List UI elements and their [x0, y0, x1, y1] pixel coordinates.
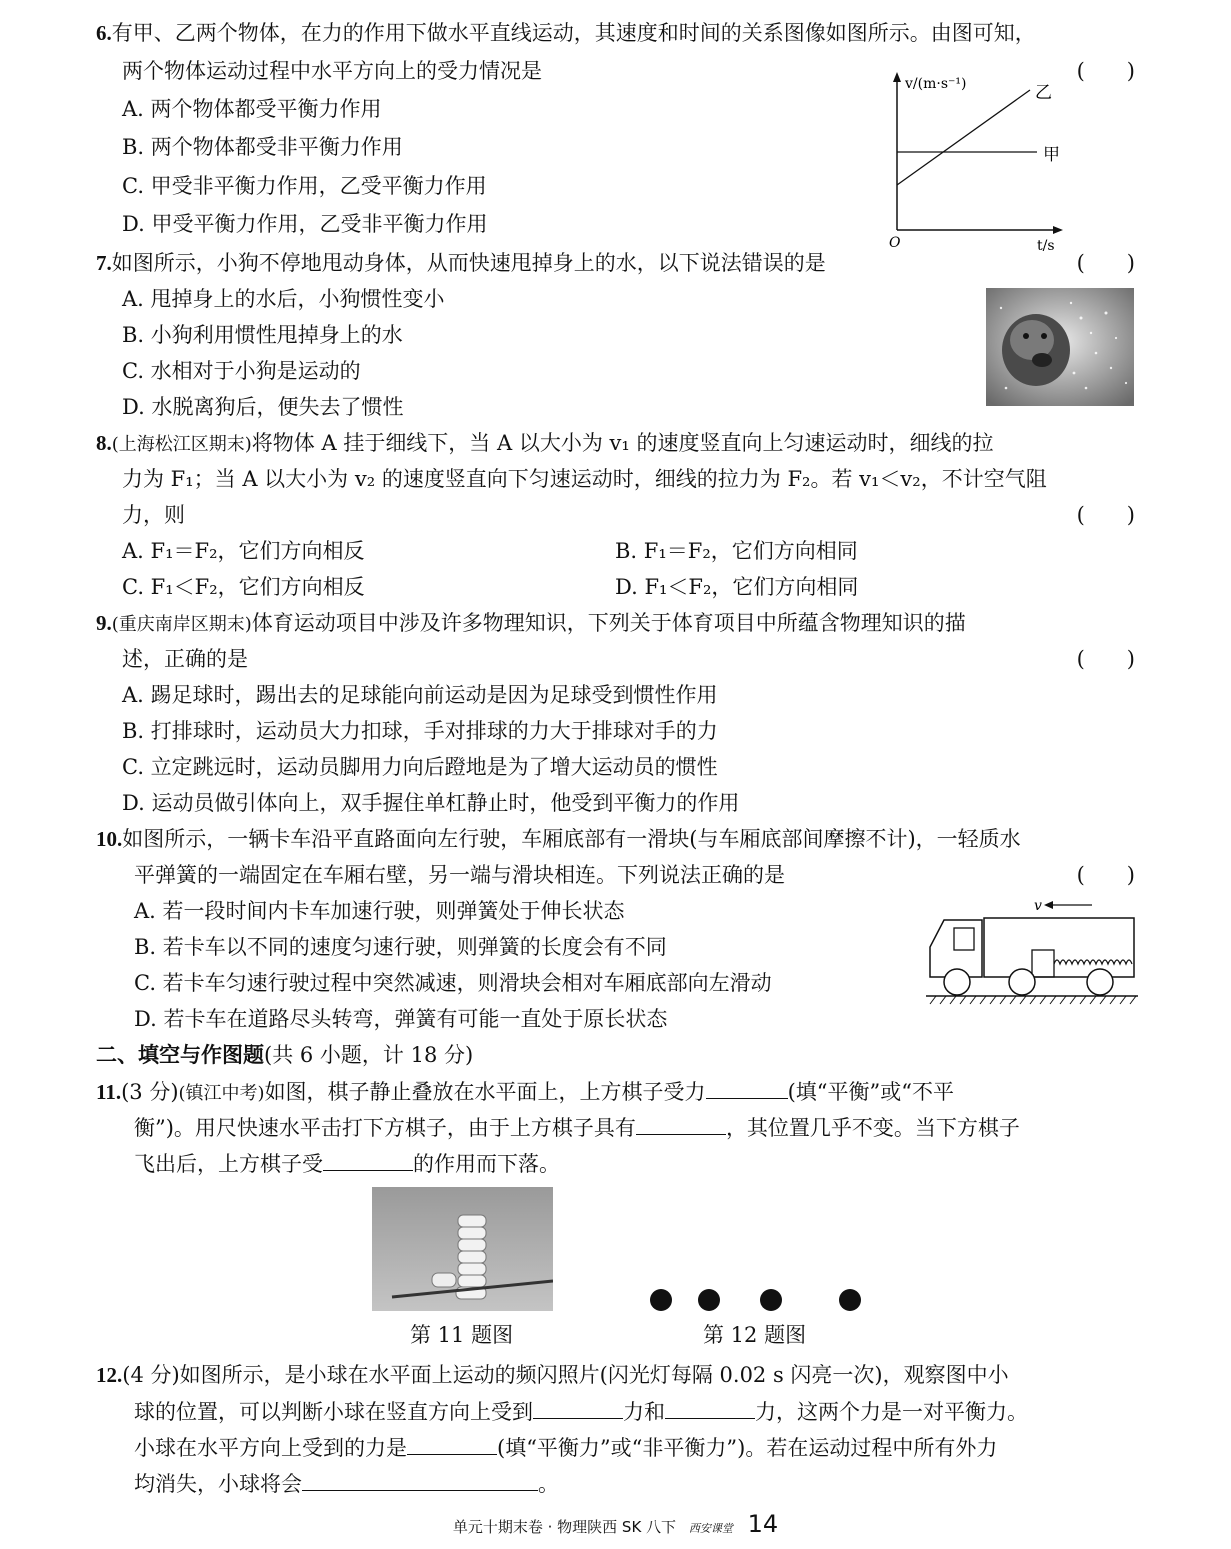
q11-text3: 衡”)。用尺快速水平击打下方棋子，由于上方棋子具有 [134, 1116, 636, 1140]
q11-text4: ，其位置几乎不变。当下方棋子 [725, 1116, 1020, 1140]
q12-ball-1 [650, 1289, 672, 1311]
q12-text5: 小球在水平方向上受到的力是 [134, 1436, 407, 1460]
footer-text: 单元十期末卷 · 物理陕西 SK 八下 [452, 1518, 677, 1536]
truck-slider-block [1032, 950, 1054, 977]
q6-vt-graph [885, 70, 1075, 255]
q9-text1: 体育运动项目中涉及许多物理知识，下列关于体育项目中所蕴含物理知识的描 [251, 611, 966, 635]
q8-option-b: B. F₁＝F₂，它们方向相同 [615, 539, 858, 563]
q6-bracket: ( ) [1076, 59, 1135, 83]
truck-wheel-rear [1087, 969, 1113, 995]
truck-spring [1054, 960, 1132, 964]
q6-text1: 有甲、乙两个物体，在力的作用下做水平直线运动，其速度和时间的关系图像如图所示。由图可知， [111, 21, 1036, 45]
q10-truck-figure [922, 892, 1142, 1007]
q8-line3: 力，则 [122, 503, 185, 527]
q6-option-b: B. 两个物体都受非平衡力作用 [122, 135, 403, 159]
q9-number: 9. [96, 611, 112, 635]
q8-option-c: C. F₁＜F₂，它们方向相反 [122, 575, 365, 599]
q7-option-b: B. 小狗利用惯性甩掉身上的水 [122, 323, 403, 347]
q11-text5: 飞出后，上方棋子受 [134, 1152, 323, 1176]
q11-blank-3[interactable] [323, 1148, 413, 1171]
q10-option-b: B. 若卡车以不同的速度匀速行驶，则弹簧的长度会有不同 [134, 935, 667, 959]
q11-text1: 如图，棋子静止叠放在水平面上，上方棋子受力 [264, 1080, 706, 1104]
q11-figure-caption: 第 11 题图 [410, 1323, 514, 1347]
q12-text7: 均消失，小球将会 [134, 1472, 302, 1496]
graph-origin: O [889, 235, 901, 251]
truck-window [954, 928, 974, 950]
q12-figure-caption: 第 12 题图 [703, 1323, 807, 1347]
q11-line2 [134, 1112, 1020, 1143]
q8-bracket: ( ) [1076, 503, 1135, 527]
q6-option-c: C. 甲受非平衡力作用，乙受平衡力作用 [122, 174, 487, 198]
q9-option-b: B. 打排球时，运动员大力扣球，手对排球的力大于排球对手的力 [122, 719, 718, 743]
q11-checker-stack-photo [372, 1187, 553, 1311]
road-hatching [930, 996, 1136, 1004]
q11-points: (3 分) [121, 1080, 179, 1104]
q10-option-d: D. 若卡车在道路尽头转弯，弹簧有可能一直处于原长状态 [134, 1007, 668, 1031]
q11-text6: 的作用而下落。 [413, 1152, 560, 1176]
section2-title: 二、填空与作图题 [96, 1042, 264, 1067]
q12-text6: (填“平衡力”或“非平衡力”)。若在运动过程中所有外力 [497, 1436, 998, 1460]
truck-cargo-box [984, 918, 1134, 977]
q8-option-a: A. F₁＝F₂，它们方向相反 [122, 539, 365, 563]
q11-line1 [96, 1076, 954, 1109]
q11-blank-2[interactable] [636, 1112, 726, 1135]
q12-text3: 力和 [623, 1400, 665, 1424]
q9-option-a: A. 踢足球时，踢出去的足球能向前运动是因为足球受到惯性作用 [122, 683, 718, 707]
graph-x-label: t/s [1037, 238, 1055, 254]
q7-option-d: D. 水脱离狗后，便失去了惯性 [122, 395, 404, 419]
graph-y-arrow [893, 72, 901, 82]
graph-line-yi [897, 90, 1030, 185]
graph-y-label: v/(m·s⁻¹) [905, 76, 967, 92]
section2-heading [96, 1040, 473, 1070]
q6-number: 6. [96, 21, 112, 45]
footer-brand-logo: 西安课堂 [688, 1522, 733, 1535]
q10-number: 10. [96, 827, 123, 851]
section2-note: (共 6 小题，计 18 分) [264, 1043, 474, 1067]
q7-option-a: A. 甩掉身上的水后，小狗惯性变小 [122, 287, 445, 311]
q8-line2: 力为 F₁；当 A 以大小为 v₂ 的速度竖直向下匀速运动时，细线的拉力为 F₂。若 v₁＜v₂，不计空气阻 [122, 467, 1047, 491]
q11-text2: (填“平衡”或“不平 [787, 1080, 954, 1104]
q6-line2: 两个物体运动过程中水平方向上的受力情况是 [122, 59, 542, 83]
q10-option-c: C. 若卡车匀速行驶过程中突然减速，则滑块会相对车厢底部向左滑动 [134, 971, 772, 995]
q12-ball-2 [698, 1289, 720, 1311]
q12-line3 [134, 1432, 997, 1463]
graph-x-arrow [1053, 226, 1063, 234]
q6-line1 [96, 18, 1036, 48]
q11-source: (镇江中考) [178, 1083, 265, 1104]
q10-line1 [96, 824, 1021, 854]
q12-line4 [134, 1468, 559, 1499]
q6-option-d: D. 甲受平衡力作用，乙受非平衡力作用 [122, 212, 488, 236]
q12-strobe-photo [645, 1286, 865, 1316]
graph-label-jia: 甲 [1043, 145, 1060, 165]
q8-text1: 将物体 A 挂于细线下，当 A 以大小为 v₁ 的速度竖直向上匀速运动时，细线的拉 [251, 431, 994, 455]
q12-line1 [96, 1360, 1009, 1390]
q11-blank-1[interactable] [706, 1076, 788, 1099]
q9-source: (重庆南岸区期末) [111, 614, 252, 635]
q10-line2: 平弹簧的一端固定在车厢右壁，另一端与滑块相连。下列说法正确的是 [134, 863, 785, 887]
page-number: 14 [747, 1510, 779, 1538]
q12-line2 [134, 1396, 1028, 1427]
q7-text1: 如图所示，小狗不停地甩动身体，从而快速甩掉身上的水，以下说法错误的是 [111, 251, 826, 275]
q9-line1 [96, 608, 966, 640]
q6-option-a: A. 两个物体都受平衡力作用 [122, 97, 382, 121]
q7-bracket: ( ) [1076, 251, 1135, 275]
q7-option-c: C. 水相对于小狗是运动的 [122, 359, 361, 383]
q11-line3 [134, 1148, 560, 1179]
q7-line1 [96, 248, 826, 278]
q12-text4: 力，这两个力是一对平衡力。 [755, 1400, 1028, 1424]
truck-velocity-label: v [1034, 898, 1042, 914]
q12-text8: 。 [538, 1472, 559, 1496]
q10-text1: 如图所示，一辆卡车沿平直路面向左行驶，车厢底部有一滑块(与车厢底部间摩擦不计)，一轻质水 [122, 827, 1021, 851]
q12-blank-1[interactable] [533, 1396, 623, 1419]
q12-text2: 球的位置，可以判断小球在竖直方向上受到 [134, 1400, 533, 1424]
truck-wheel-middle [1009, 969, 1035, 995]
q9-option-c: C. 立定跳远时，运动员脚用力向后蹬地是为了增大运动员的惯性 [122, 755, 718, 779]
q9-bracket: ( ) [1076, 647, 1135, 671]
q9-line2: 述，正确的是 [122, 647, 248, 671]
q8-line1 [96, 428, 993, 460]
graph-label-yi: 乙 [1035, 83, 1052, 103]
q12-number: 12. [96, 1363, 123, 1387]
q12-blank-4[interactable] [302, 1468, 538, 1491]
q12-ball-4 [839, 1289, 861, 1311]
q12-points: (4 分) [122, 1363, 180, 1387]
q11-number: 11. [96, 1080, 122, 1104]
q9-option-d: D. 运动员做引体向上，双手握住单杠静止时，他受到平衡力的作用 [122, 791, 740, 815]
q10-option-a: A. 若一段时间内卡车加速行驶，则弹簧处于伸长状态 [134, 899, 625, 923]
q8-source: (上海松江区期末) [111, 434, 252, 455]
q7-number: 7. [96, 251, 112, 275]
q10-bracket: ( ) [1076, 863, 1135, 887]
q12-text1: 如图所示，是小球在水平面上运动的频闪照片(闪光灯每隔 0.02 s 闪亮一次)，观察图中小 [179, 1363, 1009, 1387]
q12-ball-3 [760, 1289, 782, 1311]
page-footer [0, 1510, 1231, 1538]
q12-blank-2[interactable] [665, 1396, 755, 1419]
q7-dog-photo [986, 288, 1134, 406]
q8-number: 8. [96, 431, 112, 455]
q8-option-d: D. F₁＜F₂，它们方向相同 [615, 575, 859, 599]
q12-blank-3[interactable] [407, 1432, 497, 1455]
truck-wheel-front [944, 969, 970, 995]
